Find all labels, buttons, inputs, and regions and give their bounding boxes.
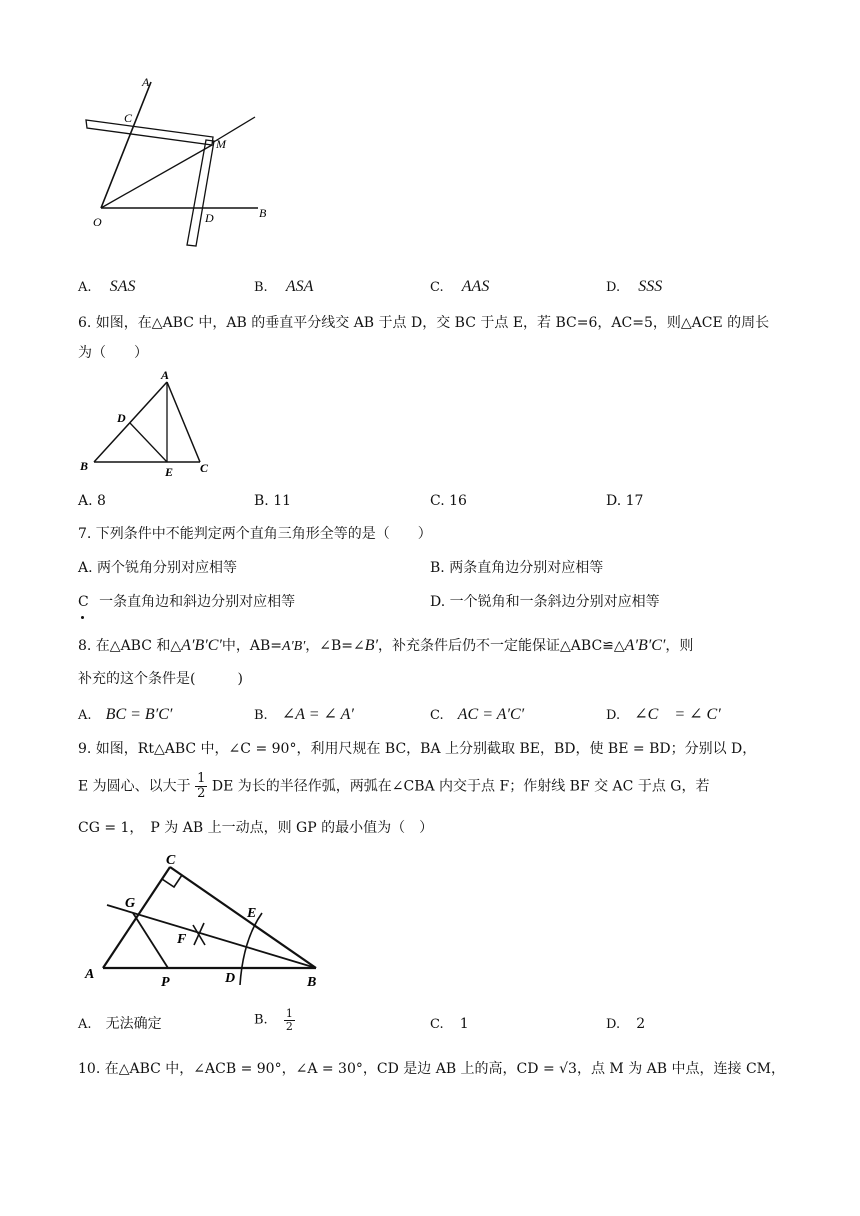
- q7-stem: 7. 下列条件中不能判定两个直角三角形全等的是（ ）: [78, 526, 432, 542]
- q6-option-b[interactable]: B. 11: [254, 493, 292, 509]
- q6-label-a: A: [161, 368, 170, 382]
- q9-option-d[interactable]: D. 2: [606, 1016, 646, 1032]
- q9-stem-line2: E 为圆心、以大于 $\frac{1}{2}$ DE 为长的半径作弧，两弧在∠CBA 内交于点 F；作射线 BF 交 AC 于点 G，若: [78, 771, 710, 801]
- q8-stem-line2: 补充的这个条件是( ): [78, 671, 243, 687]
- q5-option-d[interactable]: D. SSS: [606, 278, 663, 295]
- q7-option-b[interactable]: B. 两条直角边分别对应相等: [430, 560, 604, 576]
- q6-option-d[interactable]: D. 17: [606, 493, 644, 509]
- q5-label-c: C: [124, 111, 133, 125]
- q6-label-d: D: [117, 411, 126, 425]
- q9-figure: [75, 845, 335, 995]
- q6-figure: [72, 366, 222, 481]
- q9-label-f: F: [177, 932, 187, 947]
- q5-option-b[interactable]: B. ASA: [254, 278, 314, 295]
- q9-fraction: $\frac{1}{2}$: [197, 771, 206, 801]
- q9-label-c: C: [166, 853, 176, 868]
- q7-option-a[interactable]: A. 两个锐角分别对应相等: [78, 560, 238, 576]
- q5-option-a[interactable]: A. SAS: [78, 278, 136, 295]
- q6-option-a[interactable]: A. 8: [78, 493, 106, 509]
- q9-option-b-fraction: $\frac{1}{2}$: [285, 1007, 293, 1033]
- q5-label-b: B: [259, 206, 267, 220]
- q9-stem-line1: 9. 如图，Rt△ABC 中，∠C = 90°，利用尺规在 BC，BA 上分别截取 BE，BD，使 BE = BD；分别以 D，: [78, 741, 757, 757]
- q9-option-c[interactable]: C. 1: [430, 1016, 469, 1032]
- q6-label-c: C: [200, 461, 209, 475]
- q9-option-a[interactable]: A. 无法确定: [78, 1016, 162, 1032]
- q9-stem-line3: CG = 1， P 为 AB 上一动点，则 GP 的最小值为（ ）: [78, 820, 434, 836]
- q6-label-b: B: [80, 459, 89, 473]
- q5-label-d: D: [205, 211, 214, 225]
- q8-option-d[interactable]: D. ∠C = ∠ C′: [606, 706, 721, 723]
- q9-label-g: G: [125, 896, 136, 911]
- q7-option-c[interactable]: C 一条直角边和斜边分别对应相等: [78, 594, 296, 610]
- q5-figure: [70, 70, 290, 260]
- q5-label-a: A: [142, 75, 150, 89]
- q9-label-a: A: [85, 967, 95, 982]
- q5-option-c[interactable]: C. AAS: [430, 278, 490, 295]
- q7-option-d[interactable]: D. 一个锐角和一条斜边分别对应相等: [430, 594, 660, 610]
- q5-label-o: O: [93, 215, 102, 229]
- q9-option-b[interactable]: B. $\frac{1}{2}$: [254, 1007, 293, 1033]
- q5-label-m: M: [216, 137, 226, 151]
- q10-stem: 10. 在△ABC 中，∠ACB = 90°，∠A = 30°，CD 是边 AB 上的高，CD = √3，点 M 为 AB 中点，连接 CM，: [78, 1061, 785, 1077]
- q9-label-d: D: [225, 971, 236, 986]
- q8-option-c[interactable]: C. AC = A′C′: [430, 706, 525, 723]
- q9-label-p: P: [161, 975, 170, 990]
- q6-option-c[interactable]: C. 16: [430, 493, 467, 509]
- q9-label-e: E: [247, 906, 257, 921]
- q9-label-b: B: [307, 975, 317, 990]
- q8-option-b[interactable]: B. ∠A = ∠ A′: [254, 706, 354, 723]
- q6-stem-line1: 6. 如图，在△ABC 中，AB 的垂直平分线交 AB 于点 D，交 BC 于点 E，若 BC=6，AC=5，则△ACE 的周长: [78, 315, 770, 331]
- q6-stem-line2: 为（ ）: [78, 345, 148, 361]
- q8-stem-line1: 8. 在△ABC 和△A′B′C′中，AB=A′B′，∠B=∠B′，补充条件后仍不一定能保证△ABC≌△A′B′C′，则: [78, 637, 694, 654]
- q7-stray-dot: [81, 616, 84, 619]
- q6-label-e: E: [165, 465, 174, 479]
- q8-option-a[interactable]: A. BC = B′C′: [78, 706, 173, 723]
